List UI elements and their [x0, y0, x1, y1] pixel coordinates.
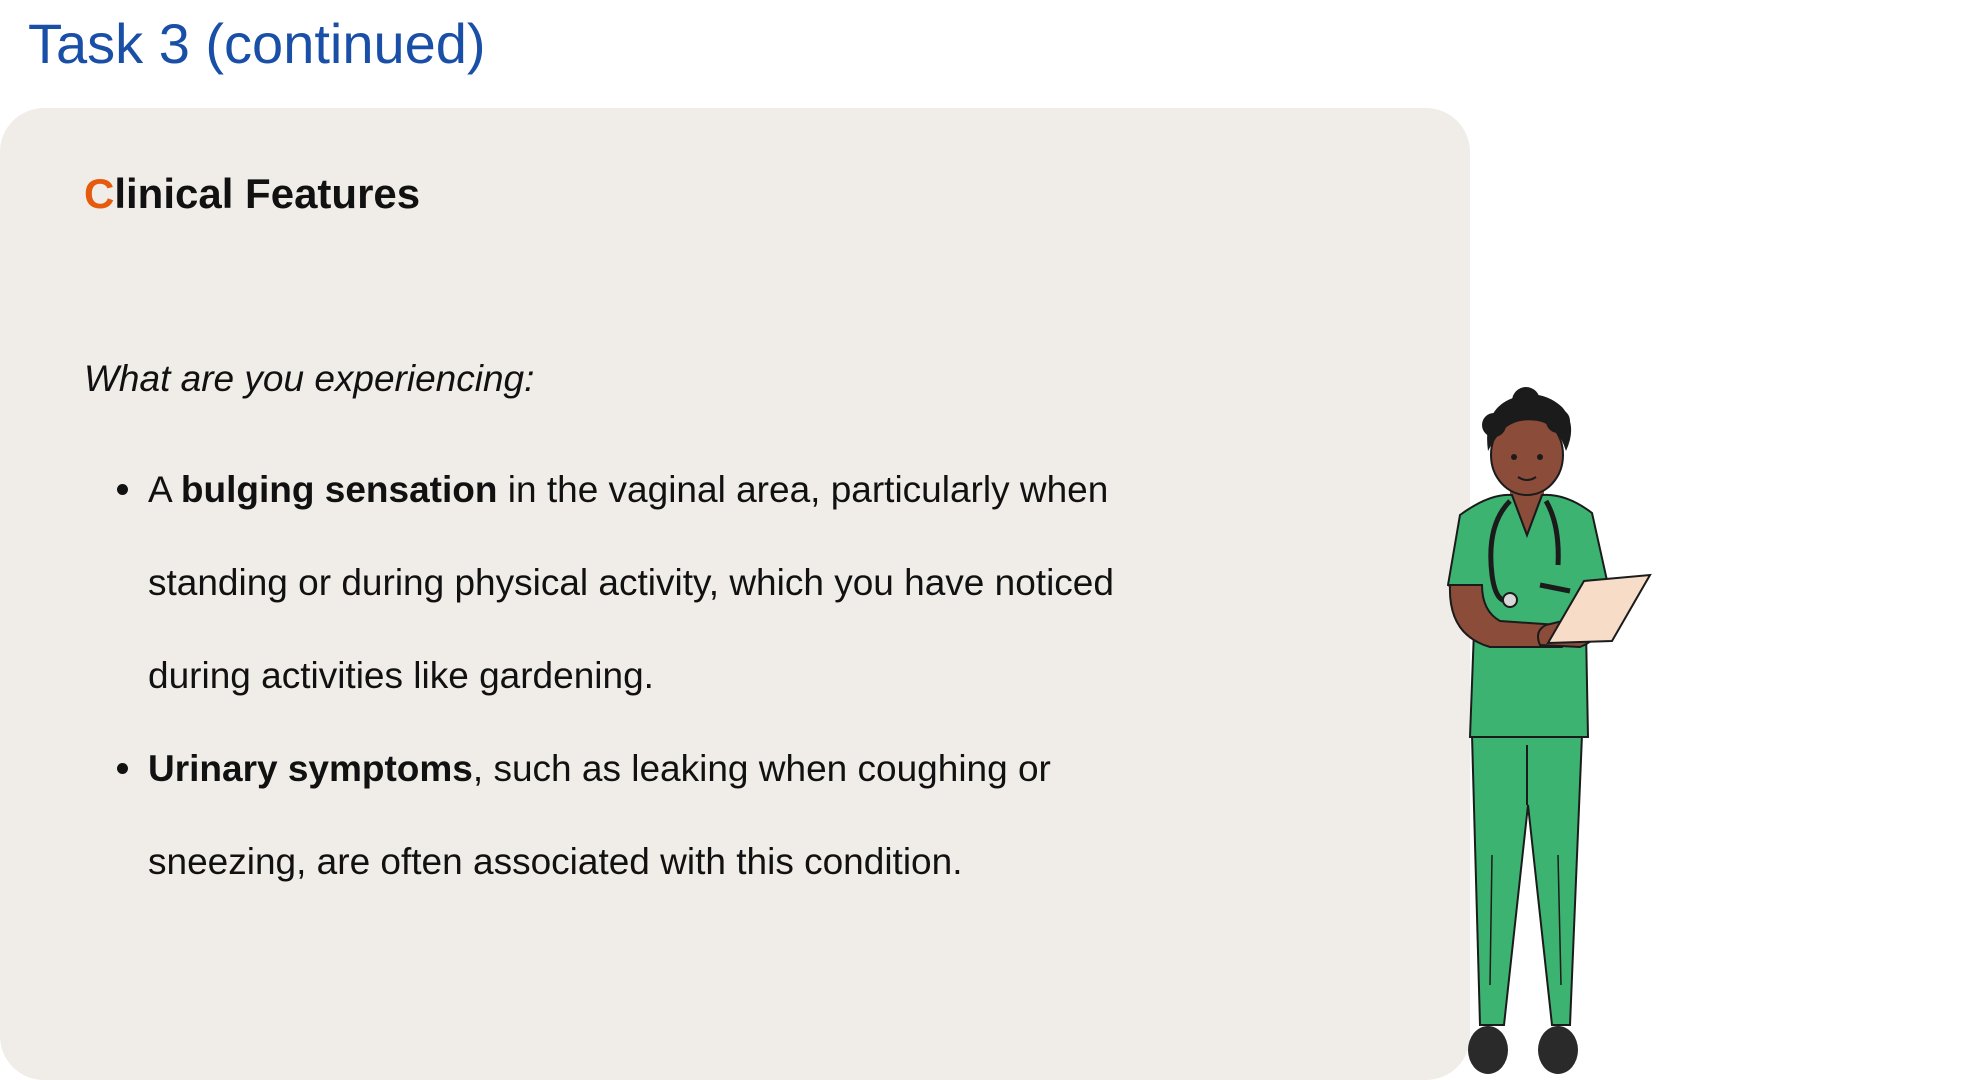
- nurse-illustration-icon: [1430, 385, 1690, 1080]
- list-item: [84, 443, 1184, 722]
- heading-rest: linical Features: [114, 170, 421, 217]
- bullet-post: in the vaginal area, particularly when standing or during physical activity, which you have noticed during activities like gardening.: [148, 469, 1114, 696]
- bullet-bold: Urinary symptoms: [148, 748, 473, 789]
- bullet-pre: A: [148, 469, 181, 510]
- question-prompt: What are you experiencing:: [84, 358, 535, 399]
- content-card: [0, 108, 1470, 1080]
- bullet-post: , such as leaking when coughing or sneezing, are often associated with this condition.: [148, 748, 1051, 882]
- section-heading: [84, 170, 420, 218]
- bullet-dot: [117, 484, 128, 495]
- symptom-list: [84, 443, 1184, 908]
- bullet-dot: [117, 763, 128, 774]
- heading-initial: C: [84, 170, 115, 217]
- list-item: [84, 722, 1184, 908]
- page-title: Task 3 (continued): [28, 12, 486, 75]
- bullet-bold: bulging sensation: [180, 469, 498, 510]
